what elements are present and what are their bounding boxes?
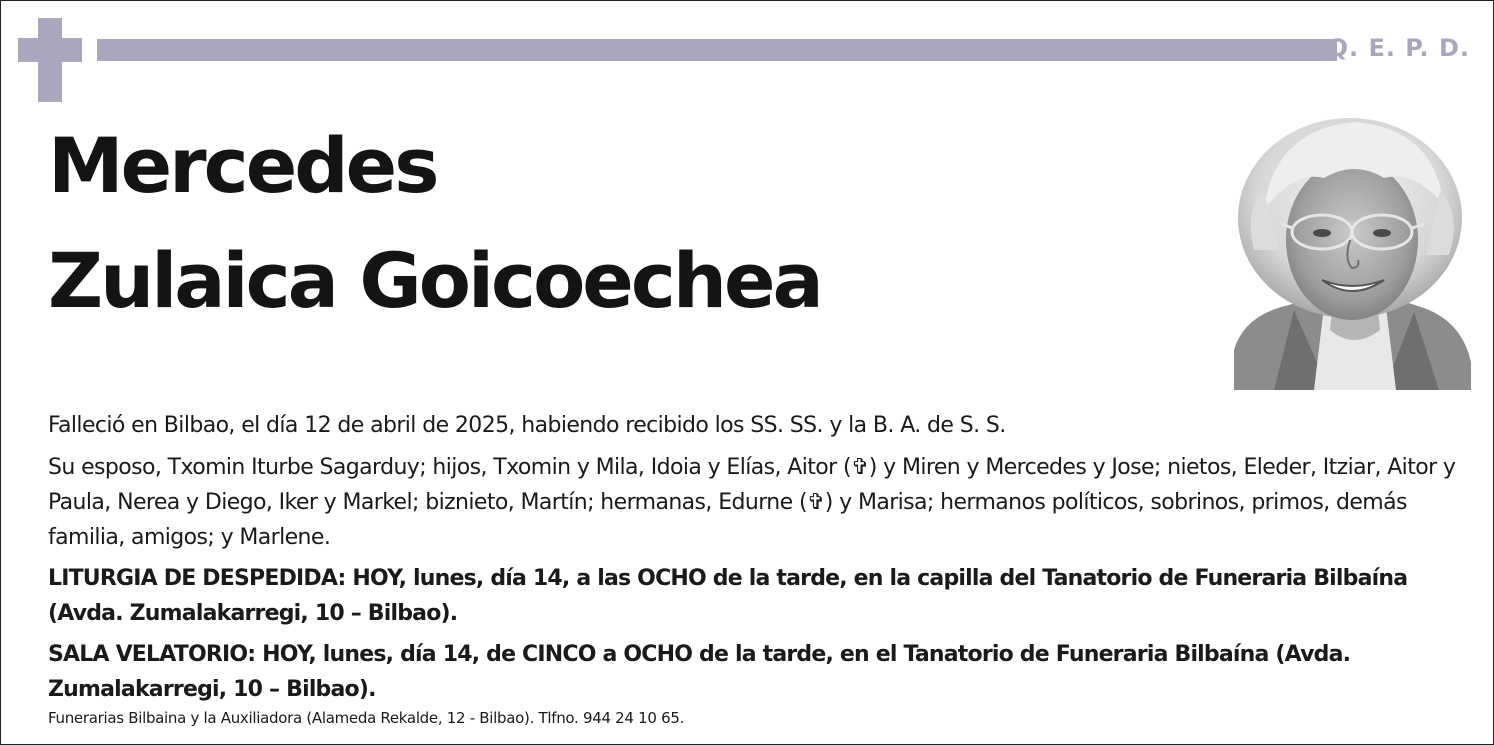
wake-info: SALA VELATORIO: HOY, lunes, día 14, de CINCO a OCHO de la tarde, en el Tanatorio de Funeraria Bilbaína (Avda. Zumalakarregi, 10 – Bilbao).: [48, 642, 1351, 702]
funeral-home-footer: Funerarias Bilbaina y la Auxiliadora (Alameda Rekalde, 12 - Bilbao). Tlfno. 944 24 10 65.: [48, 709, 685, 727]
family-list: Su esposo, Txomin Iturbe Sagarduy; hijos, Txomin y Mila, Idoia y Elías, Aitor (✞) y Miren y Mercedes y Jose; nietos, Eleder, Itziar, Aitor y Paula, Nerea y Diego, Iker y Markel; biznieto, Martín; hermanas, Edurne (✞) y Marisa; hermanos políticos, sobrinos, primos, demás familia, amigos; y Marlene.: [48, 455, 1456, 550]
deceased-first-name: Mercedes: [48, 121, 437, 210]
deceased-surnames: Zulaica Goicoechea: [48, 236, 821, 325]
liturgy-info: LITURGIA DE DESPEDIDA: HOY, lunes, día 14, a las OCHO de la tarde, en la capilla del Tanatorio de Funeraria Bilbaína (Avda. Zumalakarregi, 10 – Bilbao).: [48, 566, 1408, 626]
header-rule: [97, 39, 1337, 61]
death-statement: Falleció en Bilbao, el día 12 de abril de 2025, habiendo recibido los SS. SS. y la B. A. de S. S.: [48, 413, 1006, 438]
qepd-label: Q. E. P. D.: [1327, 34, 1470, 62]
portrait-photo: [1234, 100, 1471, 390]
